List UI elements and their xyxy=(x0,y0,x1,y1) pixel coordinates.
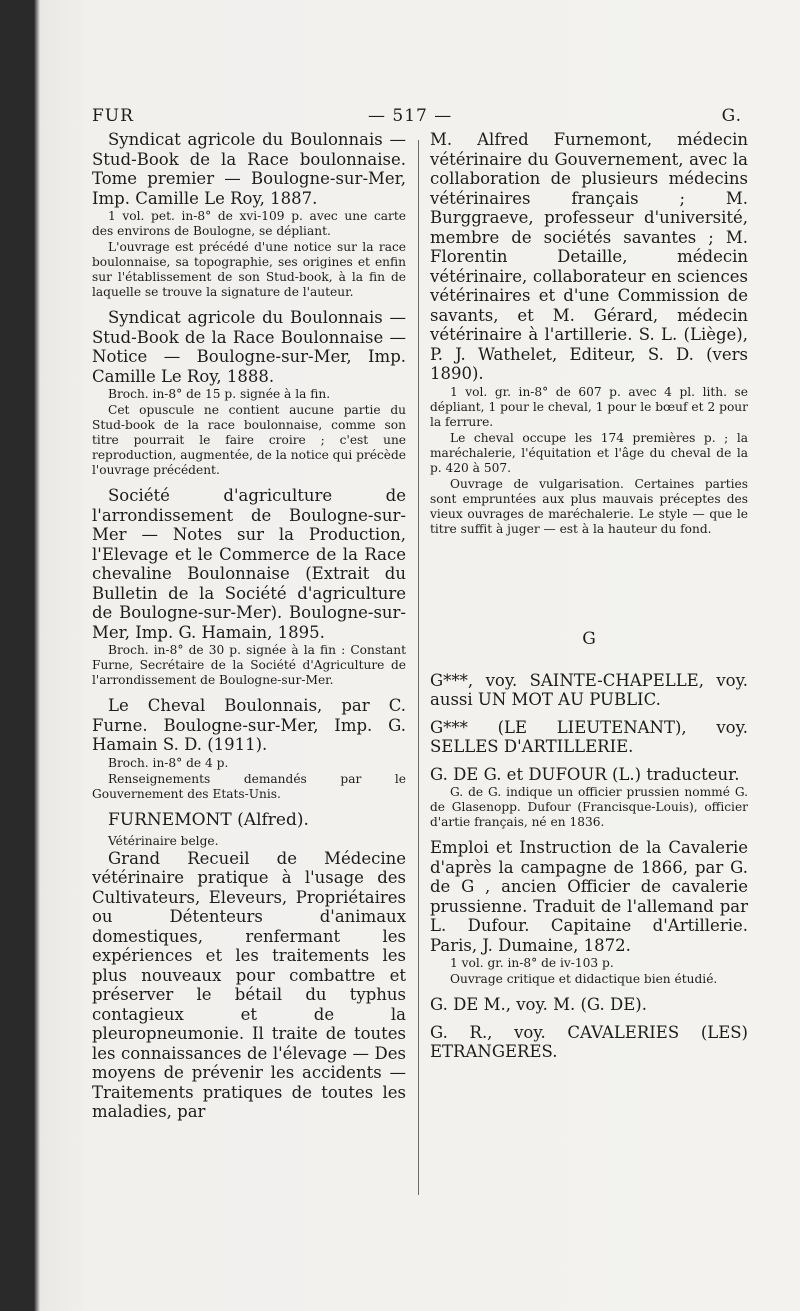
author-entry xyxy=(92,810,406,1122)
bibliography-entry xyxy=(430,838,748,987)
bibliography-entry xyxy=(92,696,406,802)
running-header xyxy=(92,106,742,130)
column-divider xyxy=(418,140,419,1195)
entry-title: G. DE M., voy. M. (G. DE). xyxy=(430,995,647,1014)
header-right: G. xyxy=(721,106,742,126)
entry-note: Broch. in-8° de 15 p. signée à la fin. xyxy=(108,387,331,401)
section-letter: G xyxy=(582,628,596,649)
entry-title: Société d'agriculture de l'arrondissement de Boulogne-sur-Mer — Notes sur la Production, l'Elevage et le Commerce de la Race chevaline Boulonnaise (Extrait du Bulletin de la Société d'agriculture de Boulogne-sur-Mer). Boulogne-sur-Mer, Imp. G. Hamain, 1895. xyxy=(92,486,406,642)
left-column xyxy=(92,130,406,1130)
cross-reference-entry xyxy=(430,718,748,757)
page-number: — 517 — xyxy=(368,106,453,126)
cross-reference-entry xyxy=(430,1023,748,1062)
entry-note: 1 vol. pet. in-8° de xvi-109 p. avec une carte des environs de Boulogne, se dépliant. xyxy=(92,209,406,238)
bibliography-entry xyxy=(92,130,406,300)
entry-note: 1 vol. gr. in-8° de iv-103 p. xyxy=(450,956,614,970)
entry-title: G***, voy. SAINTE-CHAPELLE, voy. aussi UN MOT AU PUBLIC. xyxy=(430,670,748,709)
entry-note: Ouvrage critique et didactique bien étudié. xyxy=(450,972,718,986)
bibliography-entry xyxy=(92,308,406,478)
entry-note: L'ouvrage est précédé d'une notice sur la race boulonnaise, sa topographie, ses origines et enfin sur l'établissement de son Stud-book, à la fin de laquelle se trouve la signature de l'auteur. xyxy=(92,240,406,299)
bibliography-entry xyxy=(430,130,748,537)
entry-note: Cet opuscule ne contient aucune partie du Stud-book de la race boulonnaise, comme son titre pourrait le faire croire ; c'est une reproduction, augmentée, de la notice qui précède l'ouvrage précédent. xyxy=(92,403,406,477)
entry-note: Renseignements demandés par le Gouvernement des Etats-Unis. xyxy=(92,771,406,801)
entry-title: G. DE G. et DUFOUR (L.) traducteur. xyxy=(430,764,740,784)
header-left: FUR xyxy=(92,106,134,126)
entry-note: Ouvrage de vulgarisation. Certaines parties sont empruntées aux plus mauvais préceptes des vieux ouvrages de maréchalerie. Le style — que le titre suffit à juger — est à la hauteur du fond. xyxy=(430,476,748,536)
cross-reference-entry xyxy=(430,671,748,710)
entry-note: 1 vol. gr. in-8° de 607 p. avec 4 pl. lith. se dépliant, 1 pour le cheval, 1 pour le bœuf et 2 pour la ferrure. xyxy=(430,384,748,429)
entry-title: G. R., voy. CAVALERIES (LES) ETRANGERES. xyxy=(430,1022,748,1061)
entry-title: Grand Recueil de Médecine vétérinaire pratique à l'usage des Cultivateurs, Eleveurs, Propriétaires ou Détenteurs d'animaux domestiques, renfermant les expériences et les traitements les plus nouveaux pour combattre et préserver le bétail du typhus contagieux et de la pleuropneumonie. Il traite de toutes les connaissances de l'élevage — Des moyens de prévenir les accidents — Traitements pratiques de toutes les maladies, par xyxy=(92,848,406,1121)
entry-note: G. de G. indique un officier prussien nommé G. de Glasenopp. Dufour (Francisque-Louis), officier d'artie français, né en 1836. xyxy=(430,785,748,829)
entry-title: Le Cheval Boulonnais, par C. Furne. Boulogne-sur-Mer, Imp. G. Hamain S. D. (1911). xyxy=(92,696,406,754)
entry-title: Syndicat agricole du Boulonnais — Stud-Book de la Race boulonnaise. Tome premier — Boulogne-sur-Mer, Imp. Camille Le Roy, 1887. xyxy=(92,130,406,208)
entry-title: G*** (LE LIEUTENANT), voy. SELLES D'ARTILLERIE. xyxy=(430,717,748,756)
bibliography-entry xyxy=(92,486,406,688)
bibliography-entry xyxy=(430,765,748,831)
entry-title: M. Alfred Furnemont, médecin vétérinaire du Gouvernement, avec la collaboration de plusieurs médecins vétérinaires français ; M. Burggraeve, professeur d'université, membre de sociétés savantes ; M. Florentin Detaille, médecin vétérinaire, collaborateur en sciences vétérinaires et d'une Commission de savants, et M. Gérard, médecin vétérinaire à l'artillerie. S. L. (Liège), P. J. Wathelet, Editeur, S. D. (vers 1890). xyxy=(430,130,748,383)
entry-title: Syndicat agricole du Boulonnais — Stud-Book de la Race Boulonnaise — Notice — Boulogne-sur-Mer, Imp. Camille Le Roy, 1888. xyxy=(92,308,406,386)
entry-note: Le cheval occupe les 174 premières p. ; la maréchalerie, l'équitation et l'âge du cheval de la p. 420 à 507. xyxy=(430,430,748,475)
author-heading: FURNEMONT (Alfred). xyxy=(108,809,309,830)
entry-note: Broch. in-8° de 4 p. xyxy=(108,755,229,770)
author-description: Vétérinaire belge. xyxy=(108,833,219,848)
cross-reference-entry xyxy=(430,995,748,1015)
right-column xyxy=(430,130,748,1070)
entry-note: Broch. in-8° de 30 p. signée à la fin : Constant Furne, Secrétaire de la Société d'Agriculture de l'arrondissement de Boulogne-sur-Mer. xyxy=(92,643,406,687)
entry-title: Emploi et Instruction de la Cavalerie d'après la campagne de 1866, par G. de G , ancien Officier de cavalerie prussienne. Traduit de l'allemand par L. Dufour. Capitaine d'Artillerie. Paris, J. Dumaine, 1872. xyxy=(430,838,748,955)
